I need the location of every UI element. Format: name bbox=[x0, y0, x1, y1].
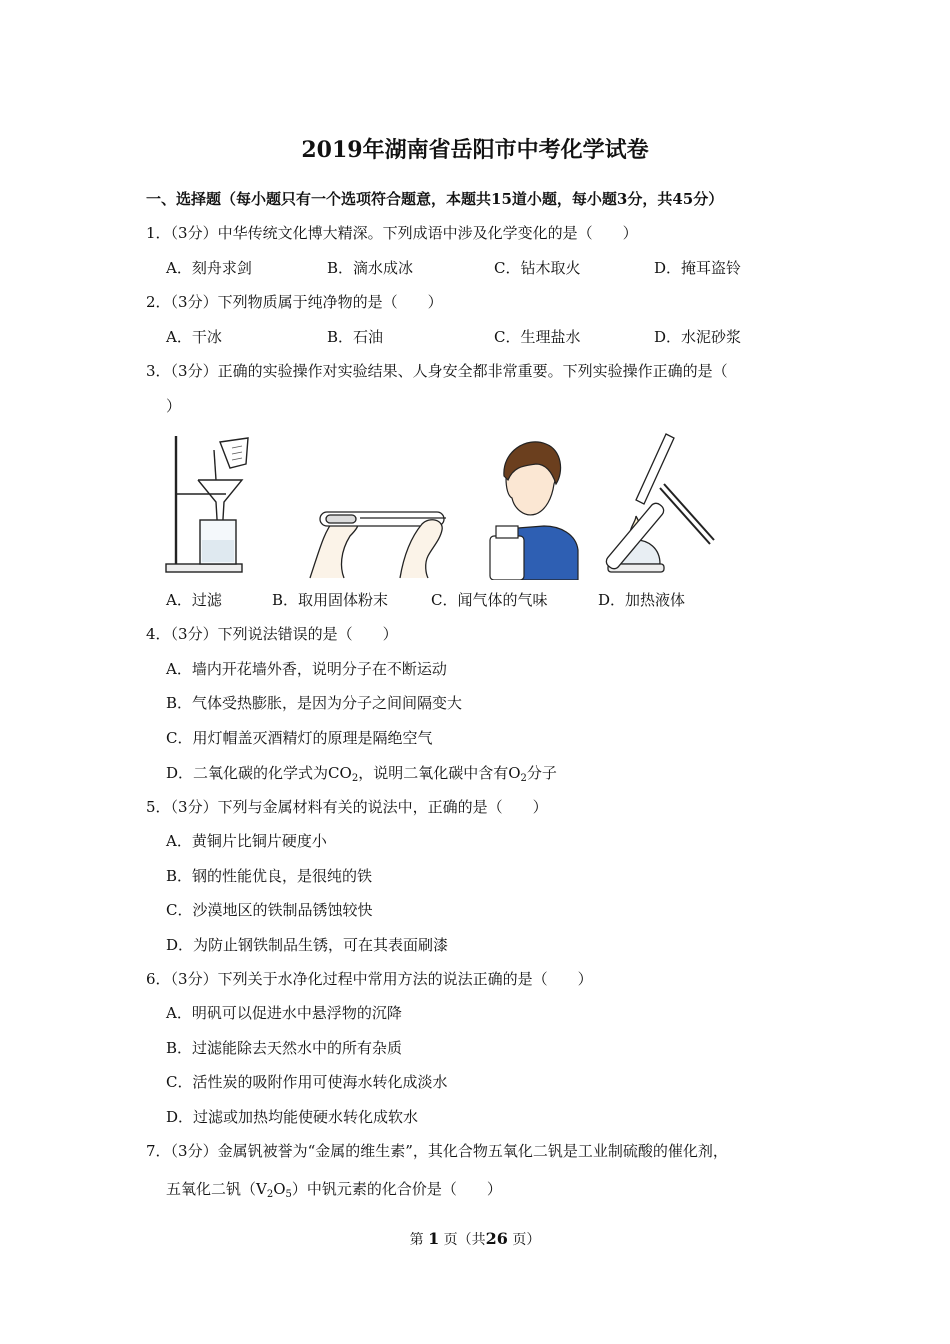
question-5-option-d: D．为防止钢铁制品生锈，可在其表面刷漆 bbox=[166, 936, 449, 954]
question-4-option-a: A．墙内开花墙外香，说明分子在不断运动 bbox=[166, 660, 447, 678]
filtration-apparatus-illustration bbox=[160, 428, 250, 580]
smelling-gas-illustration bbox=[480, 428, 580, 580]
question-6-option-a: A．明矾可以促进水中悬浮物的沉降 bbox=[166, 1004, 402, 1022]
question-5-option-a: A．黄铜片比铜片硬度小 bbox=[166, 832, 327, 850]
page-footer: 第 1 页（共26 页） bbox=[409, 1229, 541, 1248]
total-pages: 26 bbox=[485, 1229, 508, 1248]
section-heading: 一、选择题（每小题只有一个选项符合题意，本题共15道小题，每小题3分，共45分） bbox=[146, 190, 724, 208]
question-6-option-d: D．过滤或加热均能使硬水转化成软水 bbox=[166, 1108, 419, 1126]
option-a: A．刻舟求剑 bbox=[166, 259, 252, 277]
question-4-stem: 4．（3分）下列说法错误的是（ ） bbox=[146, 625, 398, 643]
question-4-option-b: B．气体受热膨胀，是因为分子之间间隔变大 bbox=[166, 694, 463, 712]
question-7-stem: 7．（3分）金属钒被誉为“金属的维生素”，其化合物五氧化二钒是工业制硫酸的催化剂， bbox=[146, 1142, 728, 1160]
question-2-options bbox=[166, 327, 826, 347]
question-1-options bbox=[166, 258, 826, 278]
question-4-option-c: C．用灯帽盖灭酒精灯的原理是隔绝空气 bbox=[166, 729, 433, 747]
question-3-stem: 3．（3分）正确的实验操作对实验结果、人身安全都非常重要。下列实验操作正确的是（ bbox=[146, 362, 728, 380]
option-b: B．取用固体粉末 bbox=[272, 591, 389, 609]
option-c: C．生理盐水 bbox=[494, 328, 581, 346]
question-3-options bbox=[166, 590, 826, 610]
option-b: B．石油 bbox=[327, 328, 384, 346]
question-6-option-c: C．活性炭的吸附作用可使海水转化成淡水 bbox=[166, 1073, 448, 1091]
question-2-stem: 2．（3分）下列物质属于纯净物的是（ ） bbox=[146, 293, 443, 311]
option-b: B．滴水成冰 bbox=[327, 259, 414, 277]
question-5-option-c: C．沙漠地区的铁制品锈蚀较快 bbox=[166, 901, 373, 919]
option-d: D．水泥砂浆 bbox=[654, 328, 742, 346]
question-5-stem: 5．（3分）下列与金属材料有关的说法中，正确的是（ ） bbox=[146, 798, 548, 816]
page-title: 2019年湖南省岳阳市中考化学试卷 bbox=[301, 137, 649, 163]
question-5-option-b: B．钢的性能优良，是很纯的铁 bbox=[166, 867, 373, 885]
question-7-stem-line2: 五氧化二钒$(V_2O_5)$中钒元素的化合价是（ ） bbox=[166, 1180, 502, 1200]
page-number: 1 bbox=[428, 1229, 440, 1248]
option-d: D．加热液体 bbox=[598, 591, 686, 609]
option-c: C．钻木取火 bbox=[494, 259, 581, 277]
test-tube-powder-illustration bbox=[300, 428, 450, 580]
question-1-stem: 1．（3分）中华传统文化博大精深。下列成语中涉及化学变化的是（ ） bbox=[146, 224, 638, 242]
question-6-option-b: B．过滤能除去天然水中的所有杂质 bbox=[166, 1039, 403, 1057]
option-c: C．闻气体的气味 bbox=[431, 591, 548, 609]
option-d: D．掩耳盗铃 bbox=[654, 259, 742, 277]
question-3-stem-continuation: ） bbox=[166, 397, 182, 415]
question-4-option-d: D．二氧化碳的化学式为$CO_2$，说明二氧化碳中含有$O_2$分子 bbox=[166, 764, 557, 784]
option-a: A．干冰 bbox=[166, 328, 222, 346]
question-6-stem: 6．（3分）下列关于水净化过程中常用方法的说法正确的是（ ） bbox=[146, 970, 593, 988]
option-a: A．过滤 bbox=[166, 591, 222, 609]
heating-liquid-illustration bbox=[600, 428, 724, 580]
